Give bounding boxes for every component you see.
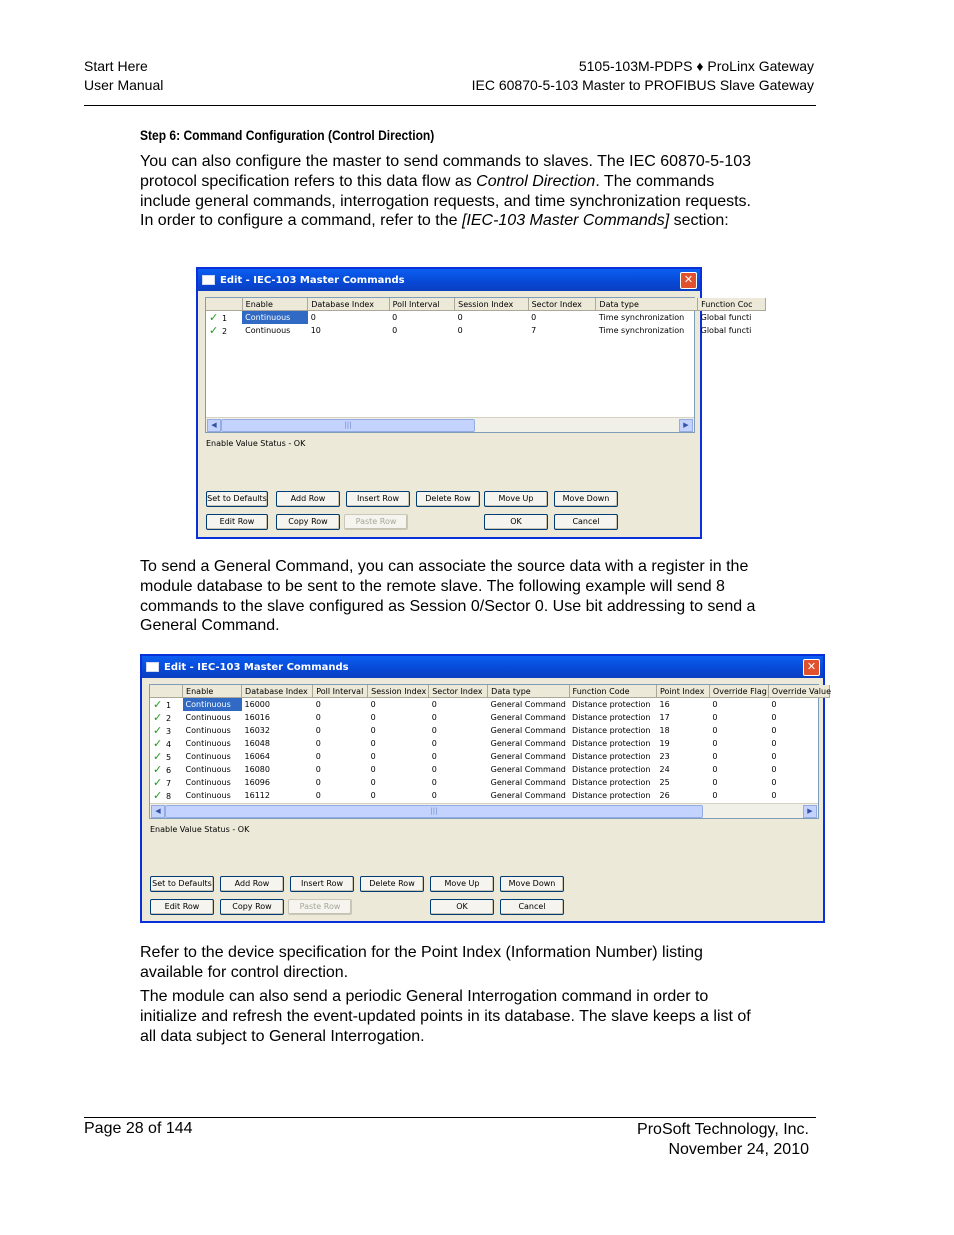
scroll-left-icon[interactable]: ◀ xyxy=(207,419,221,432)
header-left xyxy=(84,57,163,95)
window-icon xyxy=(202,275,215,285)
table-cell[interactable]: 0 xyxy=(531,313,537,322)
table-cell[interactable]: 0 xyxy=(771,713,777,722)
table-cell[interactable]: 24 xyxy=(659,765,670,774)
edit-commands-dialog-1 xyxy=(196,267,753,539)
table-cell[interactable]: 16112 xyxy=(244,791,270,800)
table-cell[interactable]: Distance protection xyxy=(572,726,651,735)
footer-rule xyxy=(84,1117,816,1118)
column-header[interactable]: Poll Interval xyxy=(313,685,368,698)
checkmark-icon: ✓ xyxy=(153,737,167,750)
commands-table xyxy=(150,685,830,802)
table-cell[interactable]: 0 xyxy=(315,765,321,774)
row-number: 2 xyxy=(166,714,172,723)
table-cell[interactable]: 0 xyxy=(315,739,321,748)
edit-commands-dialog-2 xyxy=(140,654,832,923)
table-cell[interactable]: 0 xyxy=(315,713,321,722)
table-cell[interactable]: Distance protection xyxy=(572,700,651,709)
column-header[interactable]: Point Index xyxy=(657,685,710,698)
column-header[interactable]: Function Code xyxy=(569,685,656,698)
para1-italic-control-direction: Control Direction xyxy=(476,172,596,190)
table-cell[interactable]: 0 xyxy=(712,739,718,748)
insert-row-button[interactable]: Insert Row xyxy=(346,491,410,507)
table-cell[interactable]: 0 xyxy=(457,313,463,322)
table-cell[interactable]: 0 xyxy=(771,726,777,735)
add-row-button[interactable]: Add Row xyxy=(276,491,340,507)
cancel-button[interactable]: Cancel xyxy=(500,899,564,915)
table-row[interactable] xyxy=(150,737,830,750)
table-cell[interactable]: 0 xyxy=(771,752,777,761)
edit-row-button[interactable]: Edit Row xyxy=(150,899,214,915)
page-number: Page 28 of 144 xyxy=(84,1120,193,1137)
commands-grid[interactable] xyxy=(205,297,753,433)
table-cell[interactable]: Distance protection xyxy=(572,752,651,761)
table-cell[interactable]: 0 xyxy=(431,791,437,800)
table-cell[interactable]: 0 xyxy=(771,778,777,787)
table-cell[interactable]: Continuous xyxy=(185,765,231,774)
table-row[interactable] xyxy=(150,698,830,712)
table-cell[interactable]: Global functi xyxy=(700,313,752,322)
column-header[interactable]: Sector Index xyxy=(429,685,488,698)
row-number-cell[interactable] xyxy=(206,324,242,337)
checkmark-icon: ✓ xyxy=(153,776,167,789)
move-down-button[interactable]: Move Down xyxy=(500,876,564,892)
ok-button[interactable]: OK xyxy=(484,514,548,530)
table-cell[interactable]: 16000 xyxy=(244,700,270,709)
table-cell[interactable]: 16096 xyxy=(244,778,270,787)
column-header[interactable]: Override Value xyxy=(768,685,829,698)
column-header[interactable] xyxy=(206,298,242,311)
move-down-button[interactable]: Move Down xyxy=(554,491,618,507)
table-cell[interactable]: Continuous xyxy=(185,713,231,722)
table-cell[interactable]: 10 xyxy=(310,326,321,335)
header-subtitle: IEC 60870-5-103 Master to PROFIBUS Slave Gateway xyxy=(471,77,814,93)
table-cell[interactable]: 18 xyxy=(659,726,670,735)
paragraph-4: The module can also send a periodic General Interrogation command in order to initialize and refresh the event-updated points in its database. The slave keeps a list of all data subject to General Interrogation. xyxy=(140,988,751,1045)
table-cell[interactable]: 0 xyxy=(310,313,316,322)
table-cell[interactable]: General Command xyxy=(490,765,566,774)
table-cell[interactable]: 0 xyxy=(712,726,718,735)
close-icon[interactable]: ✕ xyxy=(680,272,697,289)
table-row[interactable] xyxy=(150,763,830,776)
table-cell[interactable]: 0 xyxy=(771,791,777,800)
row-number: 1 xyxy=(166,701,172,710)
table-cell[interactable]: 0 xyxy=(315,791,321,800)
scroll-left-icon[interactable]: ◀ xyxy=(151,805,165,818)
table-cell[interactable]: 0 xyxy=(431,739,437,748)
scroll-right-icon[interactable]: ▶ xyxy=(803,805,817,818)
ok-button[interactable]: OK xyxy=(430,899,494,915)
header-doc-type: User Manual xyxy=(84,77,164,93)
copy-row-button[interactable]: Copy Row xyxy=(276,514,340,530)
table-cell[interactable]: Continuous xyxy=(245,326,291,335)
table-row[interactable] xyxy=(150,776,830,789)
table-cell[interactable]: General Command xyxy=(490,739,566,748)
table-cell[interactable]: 16048 xyxy=(244,739,270,748)
checkmark-icon: ✓ xyxy=(209,311,223,324)
move-up-button[interactable]: Move Up xyxy=(430,876,494,892)
paragraph-2: To send a General Command, you can associate the source data with a register in the module database to be sent to the remote slave. The following example will send 8 commands to the slave configured as Session 0/Sector 0. Use bit addressing to send a General Command. xyxy=(140,558,756,635)
insert-row-button[interactable]: Insert Row xyxy=(290,876,354,892)
table-cell[interactable]: 17 xyxy=(659,713,670,722)
row-number-cell[interactable] xyxy=(150,789,183,802)
scroll-thumb[interactable]: ||| xyxy=(221,419,475,432)
table-cell[interactable]: 0 xyxy=(712,765,718,774)
table-cell[interactable]: 0 xyxy=(431,752,437,761)
table-cell[interactable]: 0 xyxy=(457,326,463,335)
column-header[interactable] xyxy=(150,685,183,698)
set-to-defaults-button[interactable]: Set to Defaults xyxy=(150,876,214,892)
table-cell[interactable]: 19 xyxy=(659,739,670,748)
header-right xyxy=(472,57,814,95)
table-cell[interactable]: 0 xyxy=(315,778,321,787)
table-cell[interactable]: 0 xyxy=(370,778,376,787)
para1-text-c: . The commands include general commands, interrogation requests, and time synchronization requests. In order to configure a command, refer to the xyxy=(140,172,751,230)
header-section: Start Here xyxy=(84,58,148,74)
table-cell[interactable]: General Command xyxy=(490,752,566,761)
para1-text-a: You can also configure the master to send commands to slaves. The IEC 60870-5-103 protocol specification refers to this data flow as xyxy=(140,153,752,190)
delete-row-button[interactable]: Delete Row xyxy=(360,876,424,892)
table-cell[interactable]: General Command xyxy=(490,700,566,709)
table-cell[interactable]: 0 xyxy=(712,713,718,722)
table-row[interactable] xyxy=(150,789,830,802)
table-cell[interactable]: 0 xyxy=(712,752,718,761)
row-number-cell[interactable] xyxy=(150,711,183,724)
para1-italic-section-ref: [IEC-103 Master Commands] xyxy=(461,212,670,230)
table-cell[interactable]: 7 xyxy=(531,326,537,335)
table-cell[interactable]: 0 xyxy=(431,778,437,787)
table-cell[interactable]: 0 xyxy=(392,313,398,322)
table-cell[interactable]: 0 xyxy=(431,700,437,709)
column-header[interactable]: Poll Interval xyxy=(389,298,455,311)
scroll-right-icon[interactable]: ▶ xyxy=(679,419,693,432)
table-row[interactable] xyxy=(206,311,766,325)
column-header[interactable]: Enable xyxy=(242,298,308,311)
table-cell[interactable]: 0 xyxy=(431,713,437,722)
table-cell[interactable]: 0 xyxy=(771,739,777,748)
set-to-defaults-button[interactable]: Set to Defaults xyxy=(206,491,268,507)
add-row-button[interactable]: Add Row xyxy=(220,876,284,892)
table-cell[interactable]: Distance protection xyxy=(572,778,651,787)
table-cell[interactable]: 23 xyxy=(659,752,670,761)
table-cell[interactable]: General Command xyxy=(490,778,566,787)
footer-right xyxy=(637,1120,809,1159)
table-cell[interactable]: 16064 xyxy=(244,752,270,761)
paragraph-3: Refer to the device specification for the Point Index (Information Number) listing available for control direction. xyxy=(140,944,703,981)
header-rule xyxy=(84,105,816,106)
step-heading: Step 6: Command Configuration (Control Direction) xyxy=(140,127,435,143)
row-number: 4 xyxy=(166,740,172,749)
table-cell[interactable]: 0 xyxy=(370,726,376,735)
row-number: 7 xyxy=(166,779,172,788)
table-cell[interactable]: General Command xyxy=(490,713,566,722)
table-cell[interactable]: 16016 xyxy=(244,713,270,722)
table-cell[interactable]: 16032 xyxy=(244,726,270,735)
row-number-cell[interactable] xyxy=(150,698,183,712)
dialog-titlebar xyxy=(198,269,700,291)
table-cell[interactable]: 0 xyxy=(392,326,398,335)
table-cell[interactable]: Distance protection xyxy=(572,739,651,748)
column-header[interactable]: Session Index xyxy=(455,298,528,311)
footer-date: November 24, 2010 xyxy=(668,1140,809,1158)
table-cell[interactable]: Distance protection xyxy=(572,765,651,774)
paste-row-button: Paste Row xyxy=(288,899,352,915)
cancel-button[interactable]: Cancel xyxy=(554,514,618,530)
checkmark-icon: ✓ xyxy=(153,763,167,776)
table-cell[interactable]: General Command xyxy=(490,791,566,800)
row-number: 3 xyxy=(166,727,172,736)
scroll-thumb[interactable]: ||| xyxy=(165,805,703,818)
table-cell[interactable]: 0 xyxy=(370,765,376,774)
row-number: 5 xyxy=(166,753,172,762)
table-cell[interactable]: Continuous xyxy=(185,752,231,761)
table-cell[interactable]: Global functi xyxy=(700,326,752,335)
header-product: 5105-103M-PDPS ♦ ProLinx Gateway xyxy=(578,58,814,74)
dialog-title: Edit - IEC-103 Master Commands xyxy=(164,661,349,673)
table-cell[interactable]: 0 xyxy=(370,700,376,709)
table-row[interactable] xyxy=(150,724,830,737)
copy-row-button[interactable]: Copy Row xyxy=(220,899,284,915)
table-cell[interactable]: Time synchronization xyxy=(598,326,685,335)
edit-row-button[interactable]: Edit Row xyxy=(206,514,268,530)
row-number-cell[interactable] xyxy=(206,311,242,325)
column-header[interactable]: Override Flag xyxy=(709,685,768,698)
table-cell[interactable]: 0 xyxy=(370,752,376,761)
table-cell[interactable]: 0 xyxy=(370,713,376,722)
checkmark-icon: ✓ xyxy=(153,750,167,763)
column-header[interactable]: Sector Index xyxy=(528,298,596,311)
horizontal-scrollbar[interactable] xyxy=(206,417,694,432)
status-text: Enable Value Status - OK xyxy=(150,825,250,834)
column-header[interactable]: Function Coc xyxy=(698,298,766,311)
table-cell[interactable]: Continuous xyxy=(242,311,308,325)
table-cell[interactable]: 0 xyxy=(315,726,321,735)
table-cell[interactable]: Distance protection xyxy=(572,791,651,800)
checkmark-icon: ✓ xyxy=(209,324,223,337)
table-cell[interactable]: Distance protection xyxy=(572,713,651,722)
table-cell[interactable]: 0 xyxy=(771,700,777,709)
table-cell[interactable]: 0 xyxy=(771,765,777,774)
table-cell[interactable]: 0 xyxy=(712,778,718,787)
table-cell[interactable]: Time synchronization xyxy=(598,313,685,322)
row-number-cell[interactable] xyxy=(150,737,183,750)
row-number: 8 xyxy=(166,792,172,801)
table-cell[interactable]: Continuous xyxy=(185,726,231,735)
row-number-cell[interactable] xyxy=(150,776,183,789)
paste-row-button: Paste Row xyxy=(344,514,408,530)
column-header[interactable]: Data type xyxy=(488,685,569,698)
checkmark-icon: ✓ xyxy=(153,698,167,711)
column-header[interactable]: Data type xyxy=(596,298,698,311)
table-cell[interactable]: 0 xyxy=(315,700,321,709)
table-header-row xyxy=(150,685,830,698)
move-up-button[interactable]: Move Up xyxy=(484,491,548,507)
window-icon xyxy=(146,662,159,672)
row-number-cell[interactable] xyxy=(150,763,183,776)
delete-row-button[interactable]: Delete Row xyxy=(416,491,480,507)
table-cell[interactable]: 16 xyxy=(659,700,670,709)
para1-text-e: section: xyxy=(669,212,729,230)
table-cell[interactable]: 0 xyxy=(712,700,718,709)
table-row[interactable] xyxy=(150,711,830,724)
table-cell[interactable]: 0 xyxy=(370,739,376,748)
table-row[interactable] xyxy=(150,750,830,763)
column-header[interactable]: Enable xyxy=(183,685,242,698)
table-cell[interactable]: 0 xyxy=(431,726,437,735)
row-number: 6 xyxy=(166,766,172,775)
table-cell[interactable]: Continuous xyxy=(185,778,231,787)
column-header[interactable]: Database Index xyxy=(308,298,389,311)
row-number: 1 xyxy=(222,314,228,323)
table-cell[interactable]: Continuous xyxy=(185,739,231,748)
table-cell[interactable]: 16080 xyxy=(244,765,270,774)
checkmark-icon: ✓ xyxy=(153,789,167,802)
checkmark-icon: ✓ xyxy=(153,711,167,724)
status-text: Enable Value Status - OK xyxy=(206,439,306,448)
table-cell[interactable]: 0 xyxy=(431,765,437,774)
close-icon[interactable]: ✕ xyxy=(803,659,820,676)
table-cell[interactable]: 0 xyxy=(712,791,718,800)
dialog-title: Edit - IEC-103 Master Commands xyxy=(220,274,405,286)
company-name: ProSoft Technology, Inc. xyxy=(637,1121,809,1138)
table-cell[interactable]: 25 xyxy=(659,778,670,787)
paragraph-1 xyxy=(140,152,760,231)
row-number-cell[interactable] xyxy=(150,750,183,763)
commands-table xyxy=(206,298,766,337)
table-cell[interactable]: 26 xyxy=(659,791,670,800)
column-header[interactable]: Session Index xyxy=(368,685,429,698)
row-number-cell[interactable] xyxy=(150,724,183,737)
table-row[interactable] xyxy=(206,324,766,337)
commands-grid[interactable] xyxy=(149,684,832,819)
table-header-row xyxy=(206,298,766,311)
dialog-titlebar xyxy=(142,656,823,678)
column-header[interactable]: Database Index xyxy=(242,685,313,698)
table-cell[interactable]: 0 xyxy=(315,752,321,761)
table-cell[interactable]: Continuous xyxy=(185,791,231,800)
horizontal-scrollbar[interactable] xyxy=(150,803,818,818)
row-number: 2 xyxy=(222,327,228,336)
table-cell[interactable]: Continuous xyxy=(183,698,242,712)
checkmark-icon: ✓ xyxy=(153,724,167,737)
table-cell[interactable]: General Command xyxy=(490,726,566,735)
table-cell[interactable]: 0 xyxy=(370,791,376,800)
